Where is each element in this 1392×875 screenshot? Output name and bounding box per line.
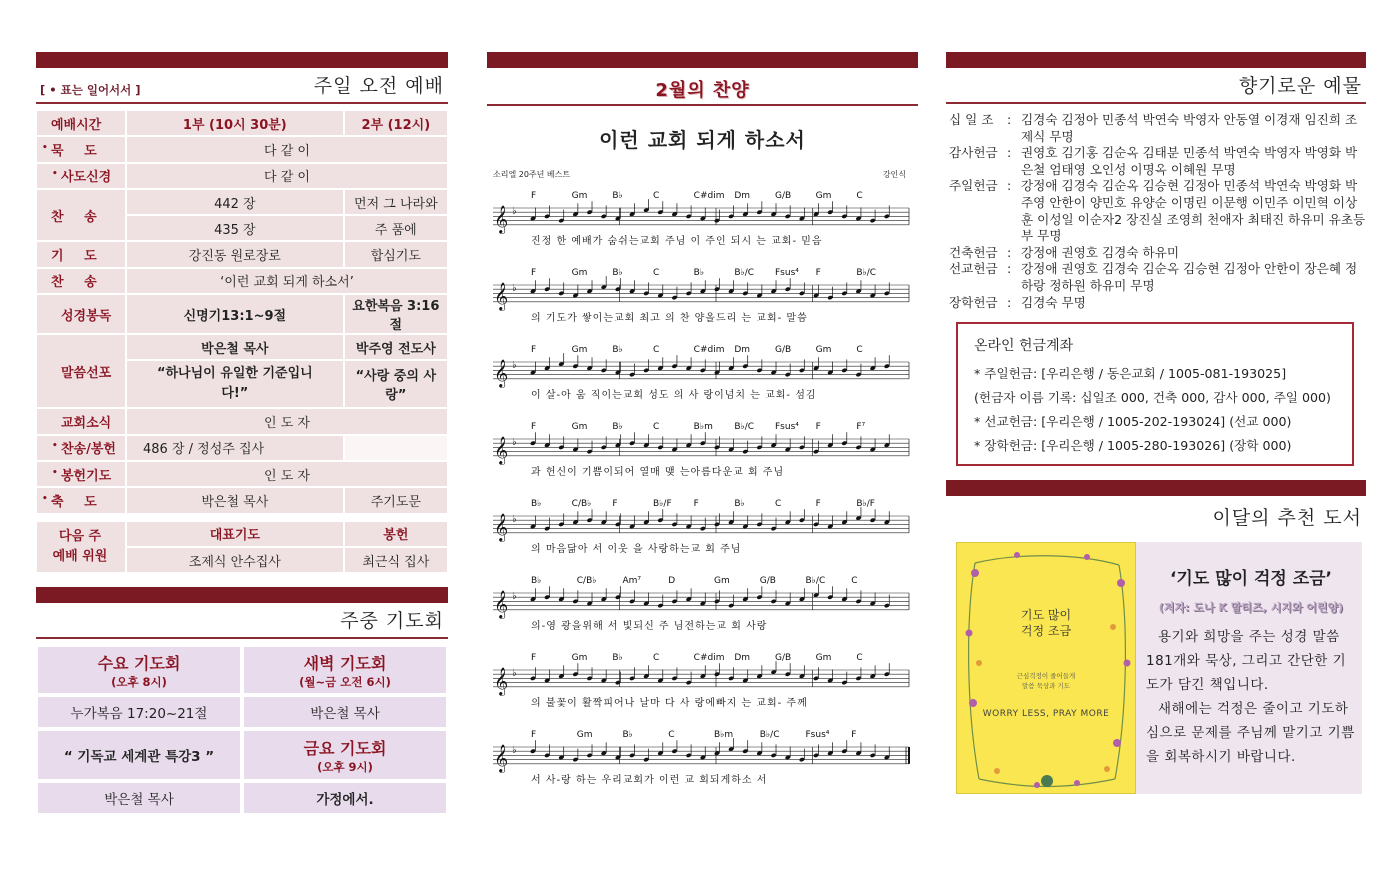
chord-symbol: C/B♭ <box>571 499 592 509</box>
offering-row <box>949 261 1366 294</box>
chord-symbol: Dm <box>734 653 751 663</box>
prayer-label: 기 도 <box>36 241 126 267</box>
blessing-second: 주기도문 <box>344 487 448 513</box>
silent-prayer-value: 다 같 이 <box>126 136 448 162</box>
chord-symbol: B♭ <box>734 499 745 509</box>
reading-first: 신명기13:1~9절 <box>126 294 344 334</box>
offering-label: • 찬송/봉헌 <box>36 435 126 461</box>
chord-symbol: D <box>668 576 676 586</box>
treble-clef: 𝄞 <box>494 436 509 464</box>
chord-symbol: C <box>668 730 675 740</box>
offering-prayer-label: • 봉헌기도 <box>36 461 126 487</box>
sermon-second-preacher: 박주영 전도사 <box>344 334 448 360</box>
chord-symbol: B♭ <box>531 499 542 509</box>
cover-title-line: 기도 많이 <box>1020 608 1072 623</box>
section-bar <box>946 480 1366 496</box>
key-flat: ♭ <box>512 745 517 756</box>
section-bar <box>487 52 918 68</box>
creed-label: • 사도신경 <box>36 163 126 189</box>
cover-tagline-line: 말씀 묵상과 기도 <box>1021 682 1071 691</box>
treble-clef: 𝄞 <box>494 513 509 541</box>
chord-symbol: C <box>653 345 660 355</box>
lyrics-line: 이 살-아 움 직이는교회 성도 의 사 랑이넘치 는 교회- 섬김 <box>531 390 817 401</box>
sermon-second-title: “사랑 중의 사랑” <box>344 360 448 408</box>
chord-symbol: Fsus⁴ <box>775 268 799 278</box>
book-header <box>946 496 1366 534</box>
book-desc-paragraph: 새해에는 걱정은 줄이고 기도하심으로 문제를 주님께 맡기고 기쁨을 회복하시기 바랍니다. <box>1146 701 1355 766</box>
praise-label: 찬 송 <box>36 268 126 294</box>
chord-symbol: F <box>815 268 821 278</box>
chord-symbol: F⁷ <box>856 422 866 432</box>
book-info <box>1136 542 1362 794</box>
reading-second: 요한복음 3:16절 <box>344 294 448 334</box>
monthly-hymn-header <box>487 68 918 106</box>
key-flat: ♭ <box>512 360 517 371</box>
friday-header <box>242 729 448 781</box>
section-bar <box>36 587 448 603</box>
offering-colon: : <box>1007 112 1012 127</box>
offering-names: 강정애 권영호 김경숙 김순옥 김승현 김정아 안한이 장은혜 정하랑 정하원 하유미 무명 <box>1021 261 1358 293</box>
offering-row <box>949 112 1366 145</box>
chord-symbol: B♭/F <box>856 499 875 509</box>
offering-names: 김경숙 김정아 민종석 박연숙 박영자 안동열 이경재 임진희 조제식 무명 <box>1021 112 1358 144</box>
blessing-label: • 축 도 <box>36 487 126 513</box>
next-week-label-2: 예배 위원 <box>52 548 108 564</box>
online-line: * 주일헌금: [우리은행 / 동은교회 / 1005-081-193025] <box>974 366 1287 382</box>
chord-symbol: B♭m <box>714 730 734 740</box>
chord-symbol: F <box>531 422 537 432</box>
chord-symbol: F <box>693 499 699 509</box>
book-title: ‘기도 많이 걱정 조금’ <box>1169 569 1333 590</box>
cover-tagline-line: 근심걱정이 줄어들게 <box>1016 672 1076 681</box>
cover-tagline <box>957 671 1135 691</box>
chord-symbol: C <box>856 345 863 355</box>
score-source: 소리엘 20주년 베스트 <box>493 170 571 179</box>
first-service-time: 1부 (10시 30분) <box>126 110 344 136</box>
right-column <box>946 0 1366 794</box>
chord-symbol: F <box>851 730 857 740</box>
floral-wreath <box>957 543 1137 795</box>
lyrics-line: 서 사-랑 하는 우리교회가 이런 교 회되게하소 서 <box>531 775 768 786</box>
offering-row <box>949 295 1366 312</box>
key-flat: ♭ <box>512 283 517 294</box>
offering-names: 강정애 김경숙 김순옥 김승현 김정아 민종석 박연숙 박영화 박주영 안한이 양민호 유양순 이명린 이문행 이민주 이민혁 이상훈 이성일 이순자2 장진실 조영희 천애자 최태진 하유미 유초등부 무명 <box>1021 178 1366 244</box>
staff-system <box>493 191 909 247</box>
treble-clef: 𝄞 <box>494 744 509 772</box>
staff-system <box>493 499 909 555</box>
hymn-second-b: 주 품에 <box>344 215 448 241</box>
online-title: 온라인 헌금계좌 <box>974 338 1074 355</box>
chord-symbol: F <box>815 422 821 432</box>
cover-title <box>957 607 1135 639</box>
lyrics-line: 의 기도가 쌓이는교회 최고 의 찬 양올드리 는 교회- 말씀 <box>531 313 808 324</box>
dawn-leader: 박은철 목사 <box>242 695 448 729</box>
chord-symbol: Gm <box>571 422 588 432</box>
chord-symbol: F <box>531 191 537 201</box>
chord-symbol: Gm <box>571 191 588 201</box>
offering-row <box>949 145 1366 178</box>
chord-symbol: F <box>531 653 537 663</box>
monthly-hymn-title: 2월의 찬양 <box>655 80 750 101</box>
offering-names: 김경숙 무명 <box>1021 294 1086 310</box>
reading-label: 성경봉독 <box>36 294 126 334</box>
offering-colon: : <box>1007 145 1012 161</box>
chord-symbol: Gm <box>571 653 588 663</box>
offering-prayer-value: 인 도 자 <box>126 461 448 487</box>
chord-symbol: G/B <box>759 576 776 586</box>
chord-symbol: B♭ <box>693 268 705 278</box>
cover-english-title: WORRY LESS, PRAY MORE <box>982 709 1110 720</box>
sermon-first-preacher: 박은철 목사 <box>126 334 344 360</box>
friday-title: 금요 기도회 <box>303 738 387 758</box>
prayer-first: 강진동 원로장로 <box>126 241 344 267</box>
chord-symbol: C#dim <box>693 345 725 355</box>
chord-symbol: G/B <box>775 191 792 201</box>
chord-symbol: F <box>531 345 537 355</box>
offering-names: 권영호 김기홍 김순옥 김태분 민종석 박연숙 박영자 박영화 박은철 엄태영 오인성 이명옥 이혜원 무명 <box>1021 145 1358 177</box>
chord-symbol: B♭ <box>612 268 623 278</box>
worship-title: 주일 오전 예배 <box>313 75 444 97</box>
book-section-title: 이달의 추천 도서 <box>1212 507 1362 530</box>
section-bar <box>946 52 1366 68</box>
table-gap <box>36 514 448 521</box>
dawn-time: (월~금 오전 6시) <box>299 674 391 689</box>
worship-header <box>36 68 448 104</box>
treble-clef: 𝄞 <box>494 282 509 310</box>
chord-symbol: F <box>531 268 537 278</box>
sermon-label: 말씀선포 <box>36 334 126 408</box>
chord-symbol: C <box>856 191 863 201</box>
key-flat: ♭ <box>512 668 517 679</box>
wednesday-special: “ 기독교 세계관 특강3 ” <box>36 729 242 781</box>
chord-symbol: Gm <box>571 268 588 278</box>
sheet-music <box>487 186 918 806</box>
chord-symbol: C <box>851 576 858 586</box>
hymn-first-b: 435 장 <box>126 215 344 241</box>
chord-symbol: B♭/C <box>759 730 780 740</box>
friday-time: (오후 9시) <box>317 759 373 774</box>
offerings-list <box>946 112 1366 311</box>
chord-symbol: Dm <box>734 345 751 355</box>
news-label: 교회소식 <box>36 408 126 434</box>
left-column <box>36 0 448 815</box>
online-line: * 장학헌금: [우리은행 / 1005-280-193026] (장학 000) <box>974 438 1292 454</box>
wednesday-title: 수요 기도회 <box>97 653 181 673</box>
chord-symbol: Dm <box>734 191 751 201</box>
offering-row <box>949 245 1366 262</box>
chord-symbol: C <box>653 422 660 432</box>
chord-symbol: B♭ <box>612 422 623 432</box>
dawn-header <box>242 645 448 695</box>
treble-clef: 𝄞 <box>494 359 509 387</box>
chord-symbol: Gm <box>571 345 588 355</box>
wednesday-leader: 박은철 목사 <box>36 781 242 815</box>
chord-symbol: C/B♭ <box>576 576 597 586</box>
offering-colon: : <box>1007 244 1012 260</box>
chord-symbol: B♭m <box>693 422 713 432</box>
offering-type: 십 일 조 <box>949 112 994 127</box>
offering-empty-cell <box>344 435 448 461</box>
next-week-offering: 최근식 집사 <box>344 547 448 573</box>
chord-symbol: Gm <box>714 576 730 586</box>
offering-colon: : <box>1007 261 1012 277</box>
staff-system <box>493 268 909 324</box>
chord-symbol: Gm <box>815 191 832 201</box>
chord-symbol: B♭ <box>612 191 623 201</box>
book-desc-paragraph: 용기와 희망을 주는 성경 말씀 181개와 묵상, 그리고 간단한 기도가 담긴 책입니다. <box>1146 629 1347 694</box>
chord-symbol: B♭/C <box>805 576 826 586</box>
next-week-label <box>36 521 126 574</box>
chord-symbol: C <box>775 499 782 509</box>
next-week-prayer: 조제식 안수집사 <box>126 547 344 573</box>
worship-order-table <box>36 110 448 573</box>
treble-clef: 𝄞 <box>494 205 509 233</box>
blessing-first: 박은철 목사 <box>126 487 344 513</box>
lyrics-line: 진정 한 예배가 숨쉬는교회 주님 이 주인 되시 는 교회- 믿음 <box>531 236 823 247</box>
staff-system <box>493 576 909 632</box>
chord-symbol: B♭ <box>612 345 623 355</box>
chord-symbol: C#dim <box>693 653 725 663</box>
time-label: 예배시간 <box>36 110 126 136</box>
lyrics-line: 의 마음닮아 서 이웃 을 사랑하는교 회 주님 <box>531 544 742 555</box>
hymn-label: 찬 송 <box>36 189 126 242</box>
standing-note: [ • 표는 일어서서 ] <box>40 83 141 97</box>
next-week-label-1: 다음 주 <box>58 528 102 544</box>
staff-system <box>493 653 909 709</box>
offering-type: 선교헌금 <box>949 261 998 277</box>
chord-symbol: Am⁷ <box>622 576 642 586</box>
online-account-box <box>956 322 1354 466</box>
book-description <box>1146 625 1356 769</box>
wednesday-time: (오후 8시) <box>111 674 167 689</box>
hymn-first-a: 442 장 <box>126 189 344 215</box>
composer: 강인식 <box>882 170 906 179</box>
chord-symbol: B♭ <box>531 576 542 586</box>
chord-symbol: Gm <box>815 345 832 355</box>
chord-symbol: B♭ <box>622 730 633 740</box>
second-service-time: 2부 (12시) <box>344 110 448 136</box>
next-week-offering-head: 봉헌 <box>344 521 448 547</box>
friday-place: 가정에서. <box>242 781 448 815</box>
treble-clef: 𝄞 <box>494 667 509 695</box>
score-meta <box>493 169 906 180</box>
chord-symbol: B♭/C <box>734 422 755 432</box>
section-bar <box>36 52 448 68</box>
offering-type: 건축헌금 <box>949 244 998 260</box>
offerings-title: 향기로운 예물 <box>1238 75 1362 97</box>
prayer-header <box>36 603 448 639</box>
offering-type: 감사헌금 <box>949 145 998 161</box>
news-value: 인 도 자 <box>126 408 448 434</box>
offering-colon: : <box>1007 294 1012 310</box>
silent-prayer-label: • 묵 도 <box>36 136 126 162</box>
wednesday-header <box>36 645 242 695</box>
offering-names: 강정애 권영호 김경숙 하유미 <box>1021 244 1179 260</box>
chord-symbol: B♭/C <box>856 268 877 278</box>
book-author: (저자: 도나 K 말티즈, 시지와 어린양) <box>1158 601 1344 615</box>
chord-symbol: Fsus⁴ <box>775 422 799 432</box>
chord-symbol: B♭/C <box>734 268 755 278</box>
key-flat: ♭ <box>512 591 517 602</box>
recommended-book <box>956 542 1362 794</box>
song-title: 이런 교회 되게 하소서 <box>599 128 806 152</box>
prayer-second: 합심기도 <box>344 241 448 267</box>
lyrics-line: 과 헌신이 기쁨이되어 열매 맺 는아름다운교 회 주님 <box>531 467 785 478</box>
hymn-second-a: 먼저 그 나라와 <box>344 189 448 215</box>
chord-symbol: Fsus⁴ <box>805 730 830 740</box>
staff-system <box>493 422 909 478</box>
key-flat: ♭ <box>512 437 517 448</box>
praise-value: ‘이런 교회 되게 하소서’ <box>126 268 448 294</box>
creed-value: 다 같 이 <box>126 163 448 189</box>
key-flat: ♭ <box>512 514 517 525</box>
prayer-meetings-table <box>36 645 448 815</box>
chord-symbol: B♭/F <box>653 499 672 509</box>
middle-column <box>487 0 918 786</box>
chord-symbol: C <box>653 191 660 201</box>
treble-clef: 𝄞 <box>494 590 509 618</box>
online-line: (헌금자 이름 기록: 십일조 000, 건축 000, 감사 000, 주일 000) <box>974 390 1331 406</box>
offering-value: 486 장 / 정성주 집사 <box>126 435 344 461</box>
chord-symbol: B♭ <box>612 653 623 663</box>
online-line: * 선교헌금: [우리은행 / 1005-202-193024] (선교 000) <box>974 414 1292 430</box>
chord-symbol: C <box>653 268 660 278</box>
chord-symbol: C <box>653 653 660 663</box>
chord-symbol: C <box>856 653 863 663</box>
cover-title-line: 걱정 조금 <box>1020 624 1072 639</box>
chord-symbol: F <box>612 499 618 509</box>
chord-symbol: G/B <box>775 653 792 663</box>
sermon-first-title: “하나님이 유일한 기준입니다!” <box>126 360 344 408</box>
key-flat: ♭ <box>512 206 517 217</box>
offering-colon: : <box>1007 178 1012 194</box>
chord-symbol: Gm <box>576 730 593 740</box>
offering-type: 장학헌금 <box>949 294 998 310</box>
chord-symbol: G/B <box>775 345 792 355</box>
staff-system <box>493 730 909 786</box>
book-cover-image <box>956 542 1136 794</box>
staff-system <box>493 345 909 401</box>
prayer-meetings-title: 주중 기도회 <box>340 610 444 633</box>
lyrics-line: 의-영 광을위해 서 빛되신 주 님전하는교 회 사랑 <box>531 621 768 632</box>
offering-type: 주일헌금 <box>949 178 998 194</box>
offerings-header <box>946 68 1366 104</box>
lyrics-line: 의 불꽃이 활짝피어나 날마 다 사 랑에빠지 는 교회- 주께 <box>531 698 808 709</box>
chord-symbol: F <box>815 499 821 509</box>
chord-symbol: C#dim <box>693 191 725 201</box>
offering-row <box>949 178 1366 244</box>
chord-symbol: Gm <box>815 653 832 663</box>
dawn-title: 새벽 기도회 <box>303 653 387 673</box>
wednesday-text: 누가복음 17:20~21절 <box>36 695 242 729</box>
next-week-prayer-head: 대표기도 <box>126 521 344 547</box>
chord-symbol: F <box>531 730 537 740</box>
